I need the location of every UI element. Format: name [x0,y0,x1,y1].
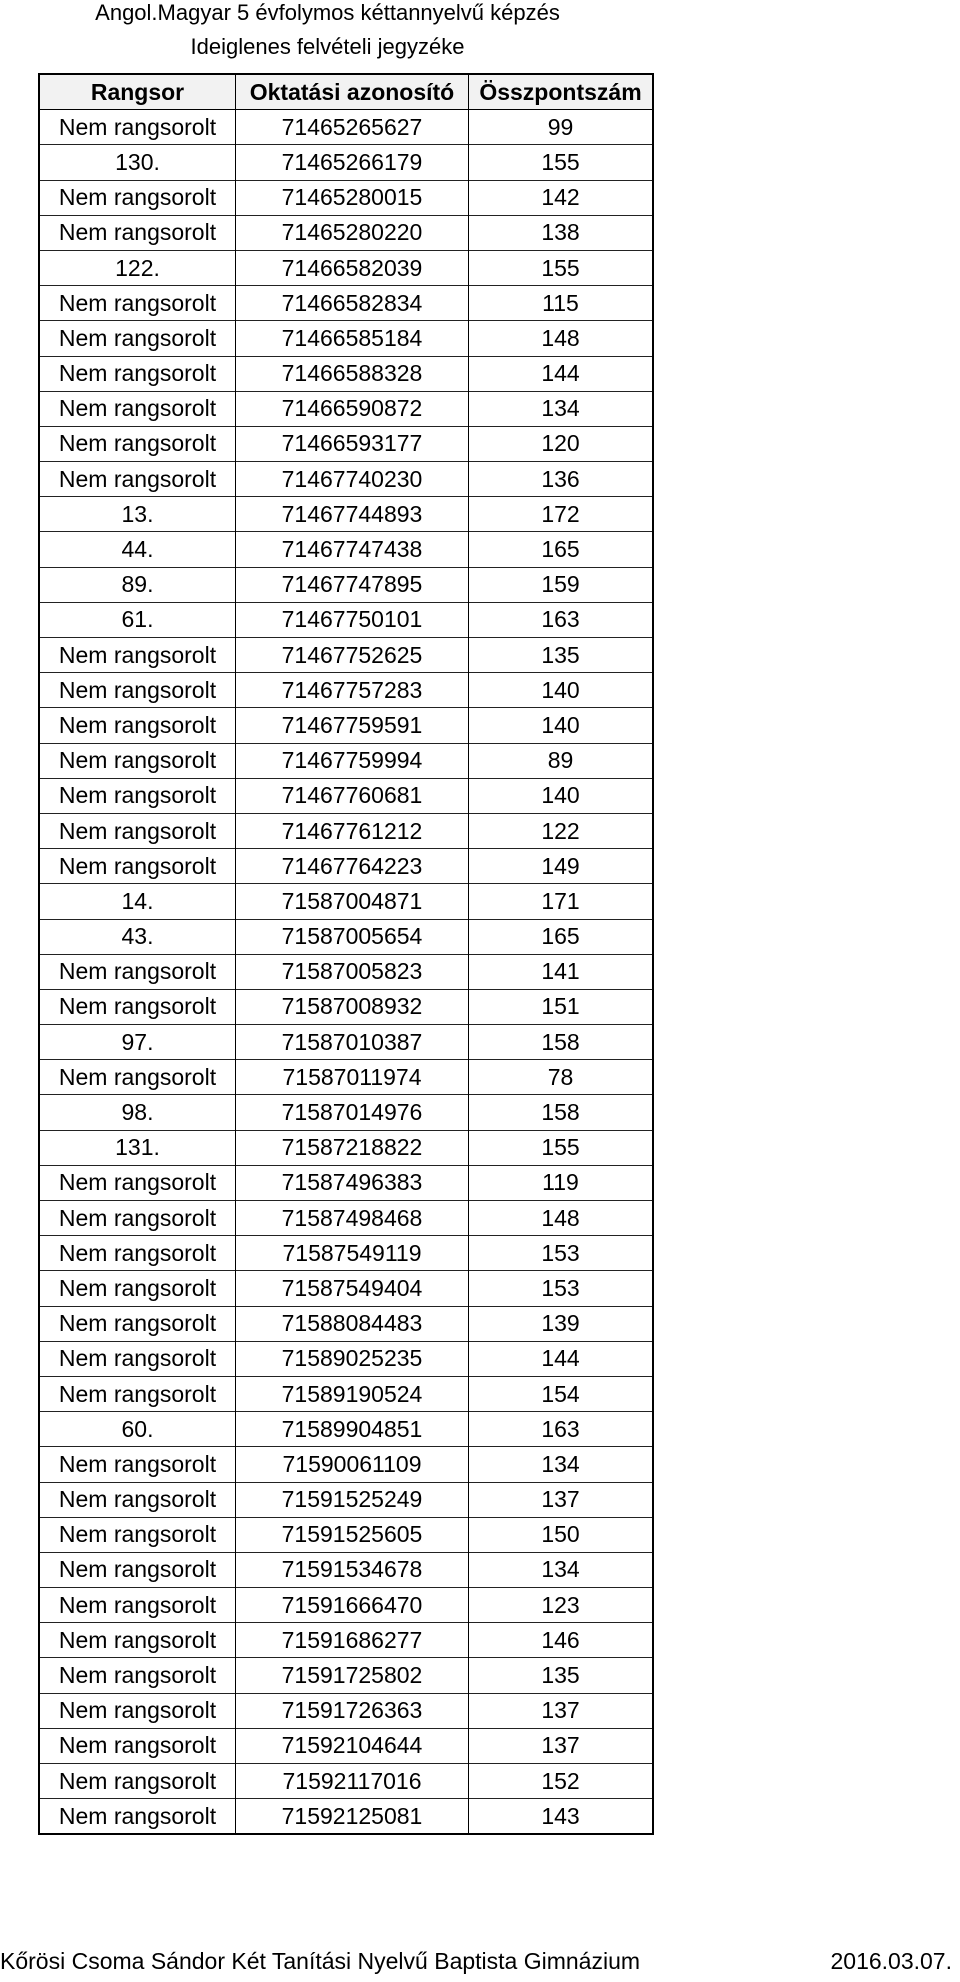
id-cell: 71467740230 [236,462,469,497]
score-cell: 141 [469,954,654,989]
score-cell: 135 [469,638,654,673]
rank-cell: Nem rangsorolt [39,989,236,1024]
rank-cell: Nem rangsorolt [39,778,236,813]
score-cell: 144 [469,356,654,391]
table-row [39,1447,653,1482]
id-cell: 71466590872 [236,391,469,426]
table-row [39,1693,653,1728]
score-cell: 150 [469,1517,654,1552]
table-row [39,145,653,180]
table-row [39,321,653,356]
rank-cell: Nem rangsorolt [39,1552,236,1587]
table-row [39,1060,653,1095]
score-cell: 153 [469,1271,654,1306]
score-cell: 89 [469,743,654,778]
id-cell: 71467747438 [236,532,469,567]
id-cell: 71467747895 [236,567,469,602]
table-row [39,638,653,673]
id-cell: 71467761212 [236,813,469,848]
score-cell: 140 [469,778,654,813]
rank-cell: Nem rangsorolt [39,1728,236,1763]
id-cell: 71587549404 [236,1271,469,1306]
score-cell: 151 [469,989,654,1024]
rank-cell: Nem rangsorolt [39,849,236,884]
score-cell: 123 [469,1588,654,1623]
table-body [39,110,653,1835]
score-cell: 153 [469,1236,654,1271]
rank-cell: Nem rangsorolt [39,1799,236,1835]
score-cell: 148 [469,321,654,356]
table-row [39,1306,653,1341]
table-row [39,1165,653,1200]
rank-cell: 44. [39,532,236,567]
score-cell: 134 [469,1447,654,1482]
id-cell: 71467760681 [236,778,469,813]
table-row [39,1236,653,1271]
score-cell: 171 [469,884,654,919]
score-cell: 134 [469,1552,654,1587]
table-row [39,215,653,250]
score-cell: 119 [469,1165,654,1200]
rank-cell: Nem rangsorolt [39,1623,236,1658]
score-cell: 137 [469,1693,654,1728]
score-cell: 159 [469,567,654,602]
id-cell: 71466593177 [236,426,469,461]
rank-cell: 122. [39,250,236,285]
score-cell: 135 [469,1658,654,1693]
table-row [39,1482,653,1517]
table-row [39,1341,653,1376]
id-cell: 71588084483 [236,1306,469,1341]
id-cell: 71467764223 [236,849,469,884]
table-row [39,673,653,708]
score-cell: 122 [469,813,654,848]
rank-cell: Nem rangsorolt [39,426,236,461]
document-title: Angol.Magyar 5 évfolymos kéttannyelvű képzés [95,0,560,25]
rank-cell: Nem rangsorolt [39,743,236,778]
rank-cell: Nem rangsorolt [39,1764,236,1799]
table-row [39,1728,653,1763]
score-cell: 172 [469,497,654,532]
id-cell: 71465280015 [236,180,469,215]
table-row [39,110,653,145]
table-row [39,356,653,391]
rank-cell: Nem rangsorolt [39,286,236,321]
rank-cell: Nem rangsorolt [39,638,236,673]
table-row [39,954,653,989]
id-cell: 71466588328 [236,356,469,391]
id-cell: 71589025235 [236,1341,469,1376]
id-cell: 71591666470 [236,1588,469,1623]
rank-cell: Nem rangsorolt [39,180,236,215]
id-cell: 71466582039 [236,250,469,285]
table-row [39,1623,653,1658]
score-cell: 144 [469,1341,654,1376]
id-cell: 71467752625 [236,638,469,673]
score-cell: 115 [469,286,654,321]
table-row [39,849,653,884]
id-cell: 71587549119 [236,1236,469,1271]
table-row [39,1588,653,1623]
rank-cell: Nem rangsorolt [39,391,236,426]
table-row [39,884,653,919]
table-row [39,497,653,532]
table-row [39,778,653,813]
score-cell: 155 [469,1130,654,1165]
rank-cell: 61. [39,602,236,637]
rank-cell: 89. [39,567,236,602]
table-row [39,1130,653,1165]
table-row [39,813,653,848]
column-header-score: Összpontszám [469,74,654,110]
score-cell: 152 [469,1764,654,1799]
table-row [39,1025,653,1060]
rank-cell: Nem rangsorolt [39,813,236,848]
id-cell: 71465280220 [236,215,469,250]
score-cell: 149 [469,849,654,884]
column-header-rank: Rangsor [39,74,236,110]
score-cell: 154 [469,1376,654,1411]
rank-cell: Nem rangsorolt [39,356,236,391]
rank-cell: Nem rangsorolt [39,1693,236,1728]
id-cell: 71592104644 [236,1728,469,1763]
rank-cell: Nem rangsorolt [39,954,236,989]
id-cell: 71467744893 [236,497,469,532]
table-row [39,602,653,637]
id-cell: 71587008932 [236,989,469,1024]
id-cell: 71587014976 [236,1095,469,1130]
table-header-row [39,74,653,110]
id-cell: 71587005654 [236,919,469,954]
id-cell: 71587004871 [236,884,469,919]
id-cell: 71592125081 [236,1799,469,1835]
rank-cell: Nem rangsorolt [39,1060,236,1095]
table-row [39,708,653,743]
rank-cell: Nem rangsorolt [39,1271,236,1306]
score-cell: 136 [469,462,654,497]
rank-cell: Nem rangsorolt [39,1165,236,1200]
id-cell: 71591725802 [236,1658,469,1693]
rank-cell: 43. [39,919,236,954]
rank-cell: Nem rangsorolt [39,462,236,497]
rank-cell: Nem rangsorolt [39,110,236,145]
id-cell: 71590061109 [236,1447,469,1482]
rank-cell: Nem rangsorolt [39,673,236,708]
id-cell: 71591534678 [236,1552,469,1587]
score-cell: 139 [469,1306,654,1341]
table-row [39,1412,653,1447]
admission-list-table [38,73,654,1835]
id-cell: 71587010387 [236,1025,469,1060]
score-cell: 158 [469,1095,654,1130]
rank-cell: 13. [39,497,236,532]
table-row [39,180,653,215]
rank-cell: Nem rangsorolt [39,1236,236,1271]
rank-cell: 60. [39,1412,236,1447]
rank-cell: Nem rangsorolt [39,321,236,356]
score-cell: 163 [469,1412,654,1447]
score-cell: 142 [469,180,654,215]
score-cell: 120 [469,426,654,461]
table-row [39,286,653,321]
table-row [39,250,653,285]
table-row [39,426,653,461]
rank-cell: 98. [39,1095,236,1130]
score-cell: 138 [469,215,654,250]
score-cell: 146 [469,1623,654,1658]
table-row [39,1658,653,1693]
id-cell: 71591525605 [236,1517,469,1552]
id-cell: 71591726363 [236,1693,469,1728]
id-cell: 71587498468 [236,1201,469,1236]
score-cell: 155 [469,250,654,285]
id-cell: 71467757283 [236,673,469,708]
rank-cell: Nem rangsorolt [39,1341,236,1376]
table-row [39,1271,653,1306]
rank-cell: Nem rangsorolt [39,1376,236,1411]
score-cell: 165 [469,532,654,567]
id-cell: 71587011974 [236,1060,469,1095]
table-row [39,1552,653,1587]
rank-cell: Nem rangsorolt [39,1482,236,1517]
column-header-id: Oktatási azonosító [236,74,469,110]
id-cell: 71465266179 [236,145,469,180]
rank-cell: Nem rangsorolt [39,708,236,743]
table-row [39,567,653,602]
table-row [39,1799,653,1835]
id-cell: 71589904851 [236,1412,469,1447]
id-cell: 71591525249 [236,1482,469,1517]
score-cell: 155 [469,145,654,180]
id-cell: 71592117016 [236,1764,469,1799]
rank-cell: 97. [39,1025,236,1060]
score-cell: 163 [469,602,654,637]
rank-cell: Nem rangsorolt [39,1588,236,1623]
id-cell: 71465265627 [236,110,469,145]
score-cell: 165 [469,919,654,954]
rank-cell: Nem rangsorolt [39,1201,236,1236]
table-row [39,1517,653,1552]
score-cell: 137 [469,1482,654,1517]
score-cell: 134 [469,391,654,426]
id-cell: 71466582834 [236,286,469,321]
table-row [39,462,653,497]
rank-cell: Nem rangsorolt [39,1517,236,1552]
school-name: Kőrösi Csoma Sándor Két Tanítási Nyelvű Baptista Gimnázium [0,1948,641,1974]
score-cell: 78 [469,1060,654,1095]
id-cell: 71587496383 [236,1165,469,1200]
score-cell: 148 [469,1201,654,1236]
table-row [39,743,653,778]
table-row [39,1201,653,1236]
table-row [39,1376,653,1411]
document-date: 2016.03.07. [830,1948,952,1974]
table-row [39,532,653,567]
id-cell: 71587218822 [236,1130,469,1165]
score-cell: 143 [469,1799,654,1835]
score-cell: 158 [469,1025,654,1060]
rank-cell: Nem rangsorolt [39,1306,236,1341]
rank-cell: 131. [39,1130,236,1165]
table-row [39,919,653,954]
id-cell: 71467759591 [236,708,469,743]
table-row [39,989,653,1024]
id-cell: 71591686277 [236,1623,469,1658]
id-cell: 71589190524 [236,1376,469,1411]
id-cell: 71467759994 [236,743,469,778]
table-row [39,1095,653,1130]
score-cell: 99 [469,110,654,145]
table-row [39,391,653,426]
score-cell: 140 [469,673,654,708]
rank-cell: Nem rangsorolt [39,1447,236,1482]
table-row [39,1764,653,1799]
rank-cell: 14. [39,884,236,919]
document-subtitle: Ideiglenes felvételi jegyzéke [190,34,465,59]
id-cell: 71467750101 [236,602,469,637]
rank-cell: 130. [39,145,236,180]
score-cell: 140 [469,708,654,743]
id-cell: 71587005823 [236,954,469,989]
rank-cell: Nem rangsorolt [39,215,236,250]
rank-cell: Nem rangsorolt [39,1658,236,1693]
score-cell: 137 [469,1728,654,1763]
id-cell: 71466585184 [236,321,469,356]
